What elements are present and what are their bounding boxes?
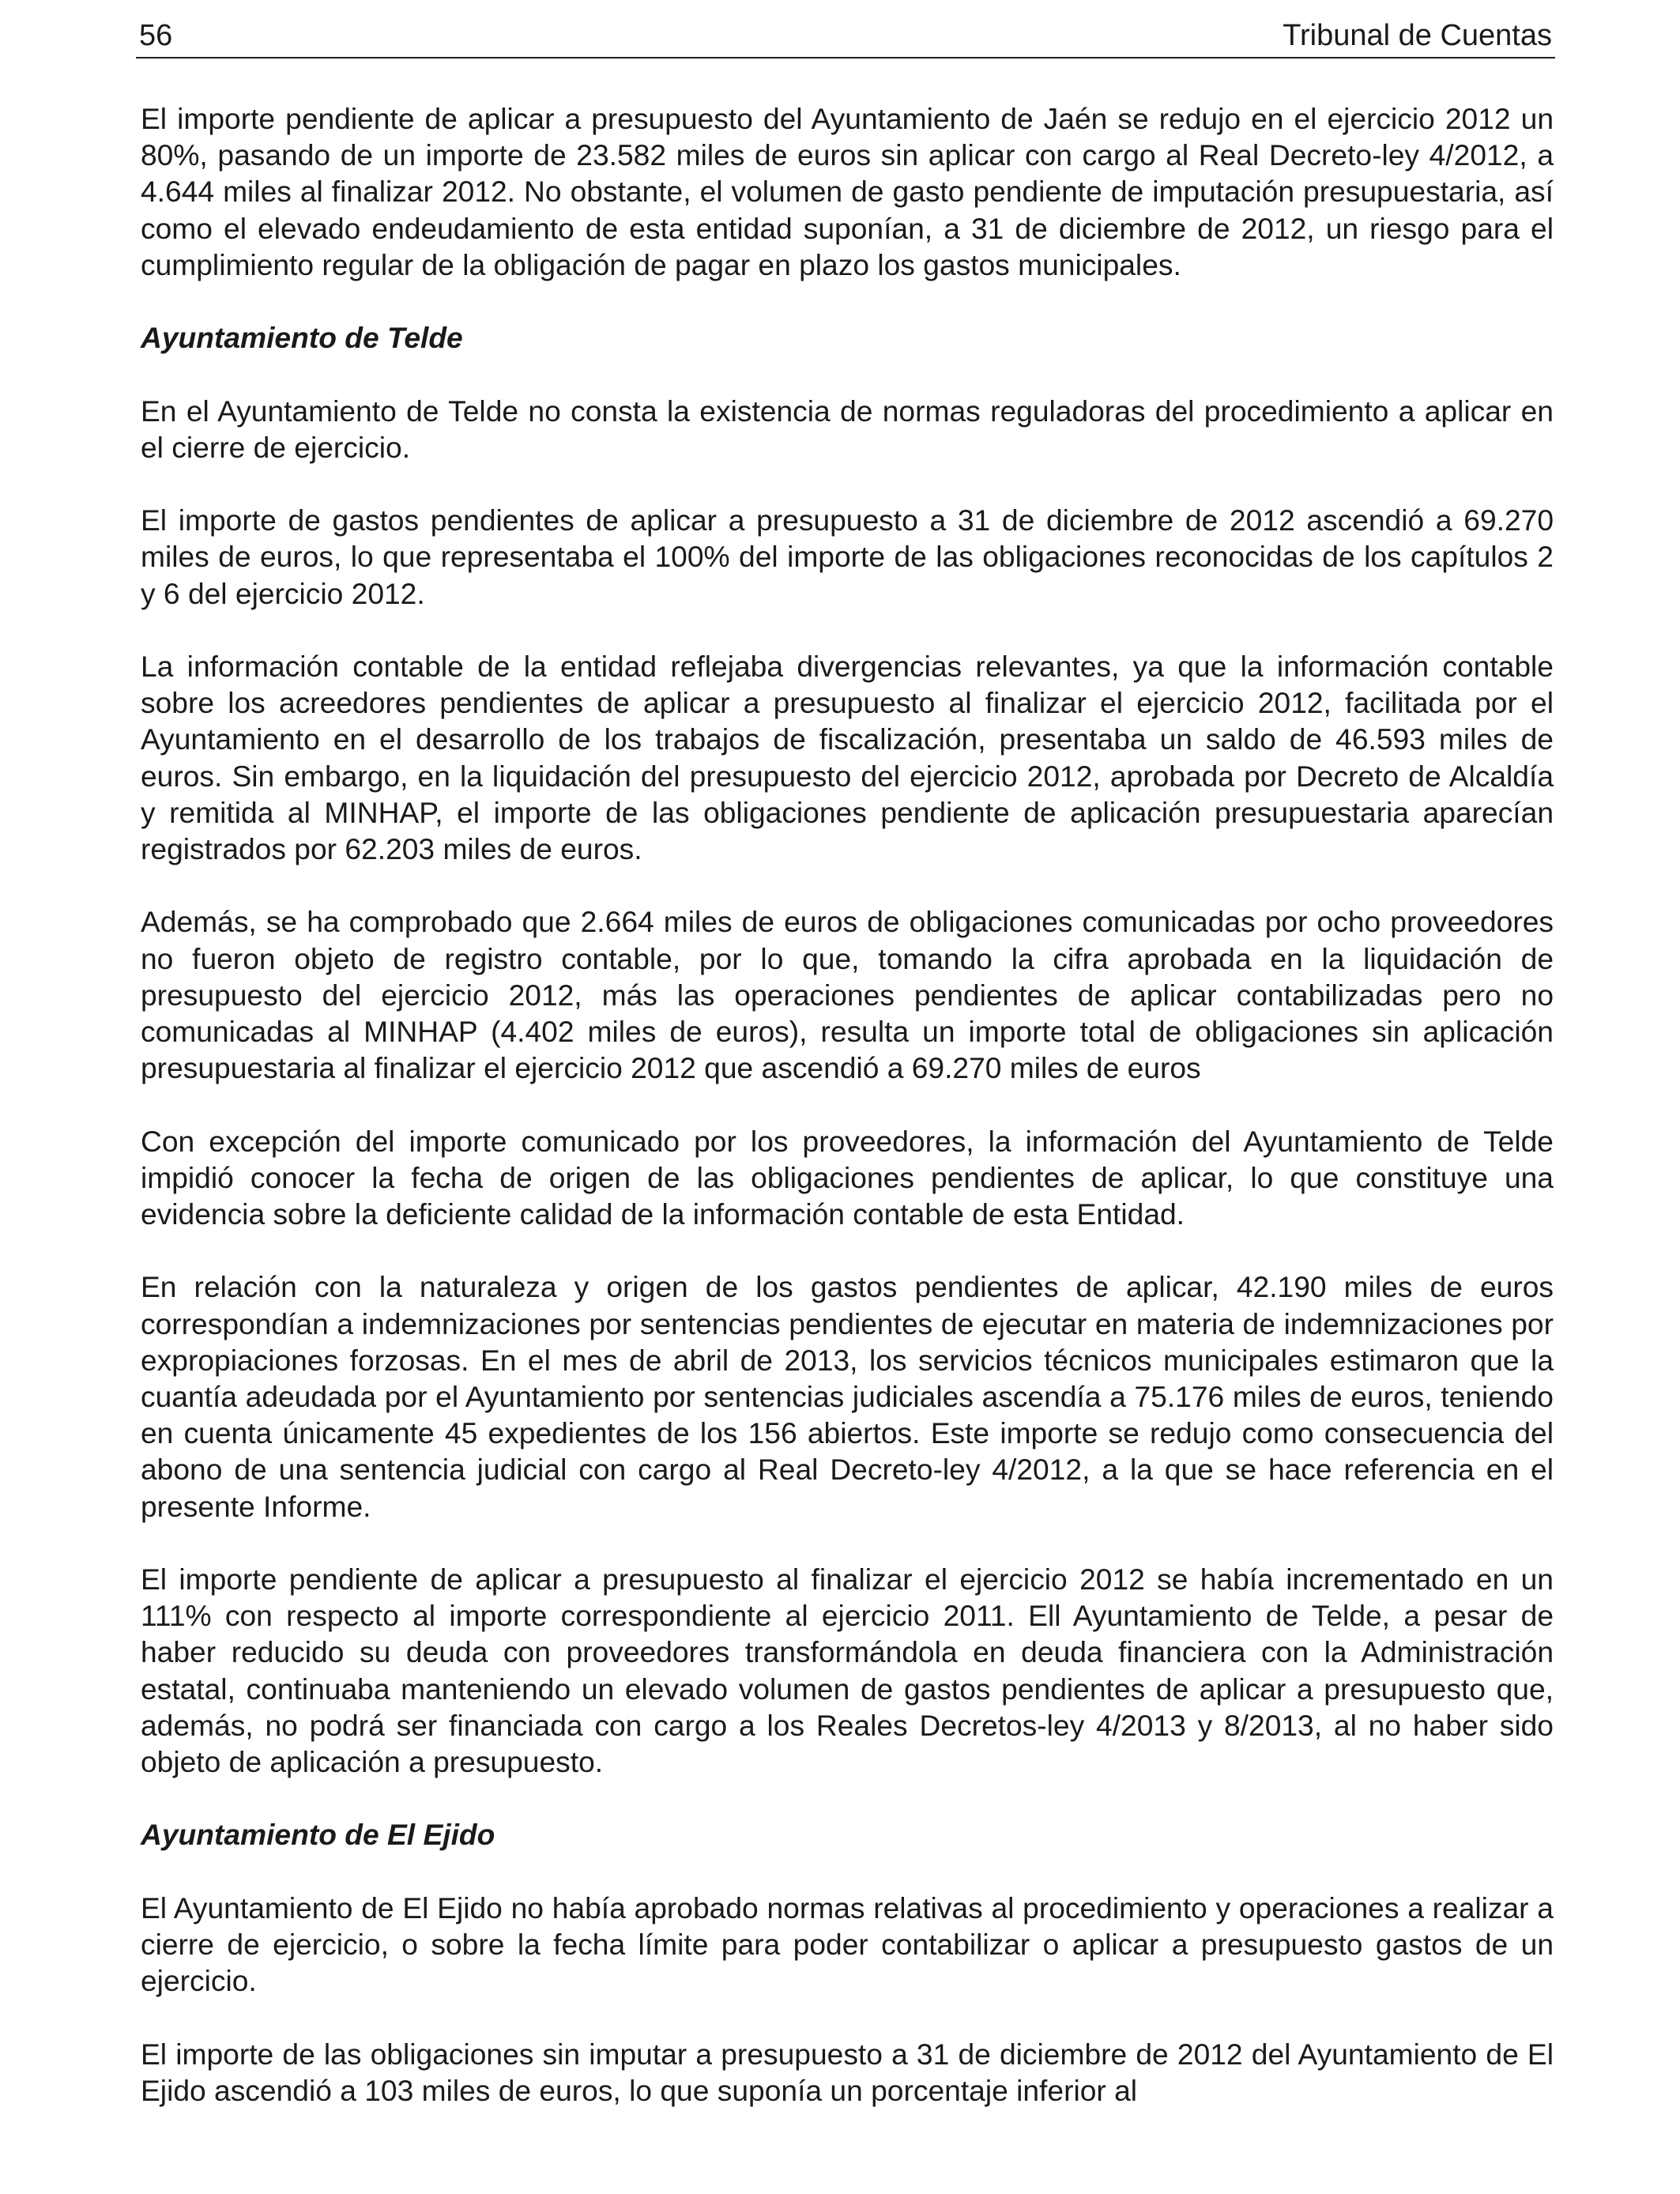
paragraph-telde-fecha-origen: Con excepción del importe comunicado por los proveedores, la información del Ayuntamiento de Telde impidió conocer la fecha de origen de las obligaciones pendientes de aplicar, lo que constituye una evidencia sobre la deficiente calidad de la información contable de esta Entidad. <box>141 1124 1554 1231</box>
paragraph-telde-incremento: El importe pendiente de aplicar a presupuesto al finalizar el ejercicio 2012 se había incrementado en un 111% con respecto al importe correspondiente al ejercicio 2011. Ell Ayuntamiento de Telde, a pesar de haber reducido su deuda con proveedores transformándola en deuda financiera con la Administración estatal, continuaba manteniendo un elevado volumen de gastos pendientes de aplicar a presupuesto que, además, no podrá ser financiada con cargo a los Reales Decretos-ley 4/2013 y 8/2013, al no haber sido objeto de aplicación a presupuesto. <box>141 1563 1554 1779</box>
paragraph-telde-proveedores: Además, se ha comprobado que 2.664 miles de euros de obligaciones comunicadas por ocho proveedores no fueron objeto de registro contable, por lo que, tomando la cifra aprobada en la liquidación de presupuesto del ejercicio 2012, más las operaciones pendientes de aplicar contabilizadas pero no comunicadas al MINHAP (4.402 miles de euros), resulta un importe total de obligaciones sin aplicación presupuestaria al finalizar el ejercicio 2012 que ascendió a 69.270 miles de euros <box>141 905 1554 1085</box>
section-heading-telde: Ayuntamiento de Telde <box>141 321 463 355</box>
paragraph-ejido-normas: El Ayuntamiento de El Ejido no había aprobado normas relativas al procedimiento y operaciones a realizar a cierre de ejercicio, o sobre la fecha límite para poder contabilizar o aplicar a presupuesto gastos de un ejercicio. <box>141 1891 1554 1998</box>
paragraph-telde-informacion-contable: La información contable de la entidad reflejaba divergencias relevantes, ya que la información contable sobre los acreedores pendientes de aplicar a presupuesto al finalizar el ejercicio 2012, facilitada por el Ayuntamiento en el desarrollo de los trabajos de fiscalización, presentaba un saldo de 46.593 miles de euros. Sin embargo, en la liquidación del presupuesto del ejercicio 2012, aprobada por Decreto de Alcaldía y remitida al MINHAP, el importe de las obligaciones pendiente de aplicación presupuestaria aparecían registrados por 62.203 miles de euros. <box>141 649 1554 865</box>
paragraph-jaen-summary: El importe pendiente de aplicar a presupuesto del Ayuntamiento de Jaén se redujo en el ejercicio 2012 un 80%, pasando de un importe de 23.582 miles de euros sin aplicar con cargo al Real Decreto-ley 4/2012, a 4.644 miles al finalizar 2012. No obstante, el volumen de gasto pendiente de imputación presupuestaria, así como el elevado endeudamiento de esta entidad suponían, a 31 de diciembre de 2012, un riesgo para el cumplimiento regular de la obligación de pagar en plazo los gastos municipales. <box>141 102 1554 281</box>
page-number: 56 <box>139 19 173 52</box>
section-heading-el-ejido: Ayuntamiento de El Ejido <box>141 1818 495 1852</box>
paragraph-telde-normas: En el Ayuntamiento de Telde no consta la existencia de normas reguladoras del procedimiento a aplicar en el cierre de ejercicio. <box>141 394 1554 464</box>
paragraph-telde-importe: El importe de gastos pendientes de aplicar a presupuesto a 31 de diciembre de 2012 ascendió a 69.270 miles de euros, lo que representaba el 100% del importe de las obligaciones reconocidas de los capítulos 2 y 6 del ejercicio 2012. <box>141 503 1554 610</box>
paragraph-telde-naturaleza: En relación con la naturaleza y origen de los gastos pendientes de aplicar, 42.190 miles de euros correspondían a indemnizaciones por sentencias pendientes de ejecutar en materia de indemnizaciones por expropiaciones forzosas. En el mes de abril de 2013, los servicios técnicos municipales estimaron que la cuantía adeudada por el Ayuntamiento por sentencias judiciales ascendía a 75.176 miles de euros, teniendo en cuenta únicamente 45 expedientes de los 156 abiertos. Este importe se redujo como consecuencia del abono de una sentencia judicial con cargo al Real Decreto-ley 4/2012, a la que se hace referencia en el presente Informe. <box>141 1270 1554 1523</box>
paragraph-ejido-importe: El importe de las obligaciones sin imputar a presupuesto a 31 de diciembre de 2012 del Ayuntamiento de El Ejido ascendió a 103 miles de euros, lo que suponía un porcentaje inferior al <box>141 2037 1554 2107</box>
page-header <box>136 14 1555 58</box>
document-body <box>141 100 1554 2145</box>
running-title: Tribunal de Cuentas <box>1283 19 1552 52</box>
